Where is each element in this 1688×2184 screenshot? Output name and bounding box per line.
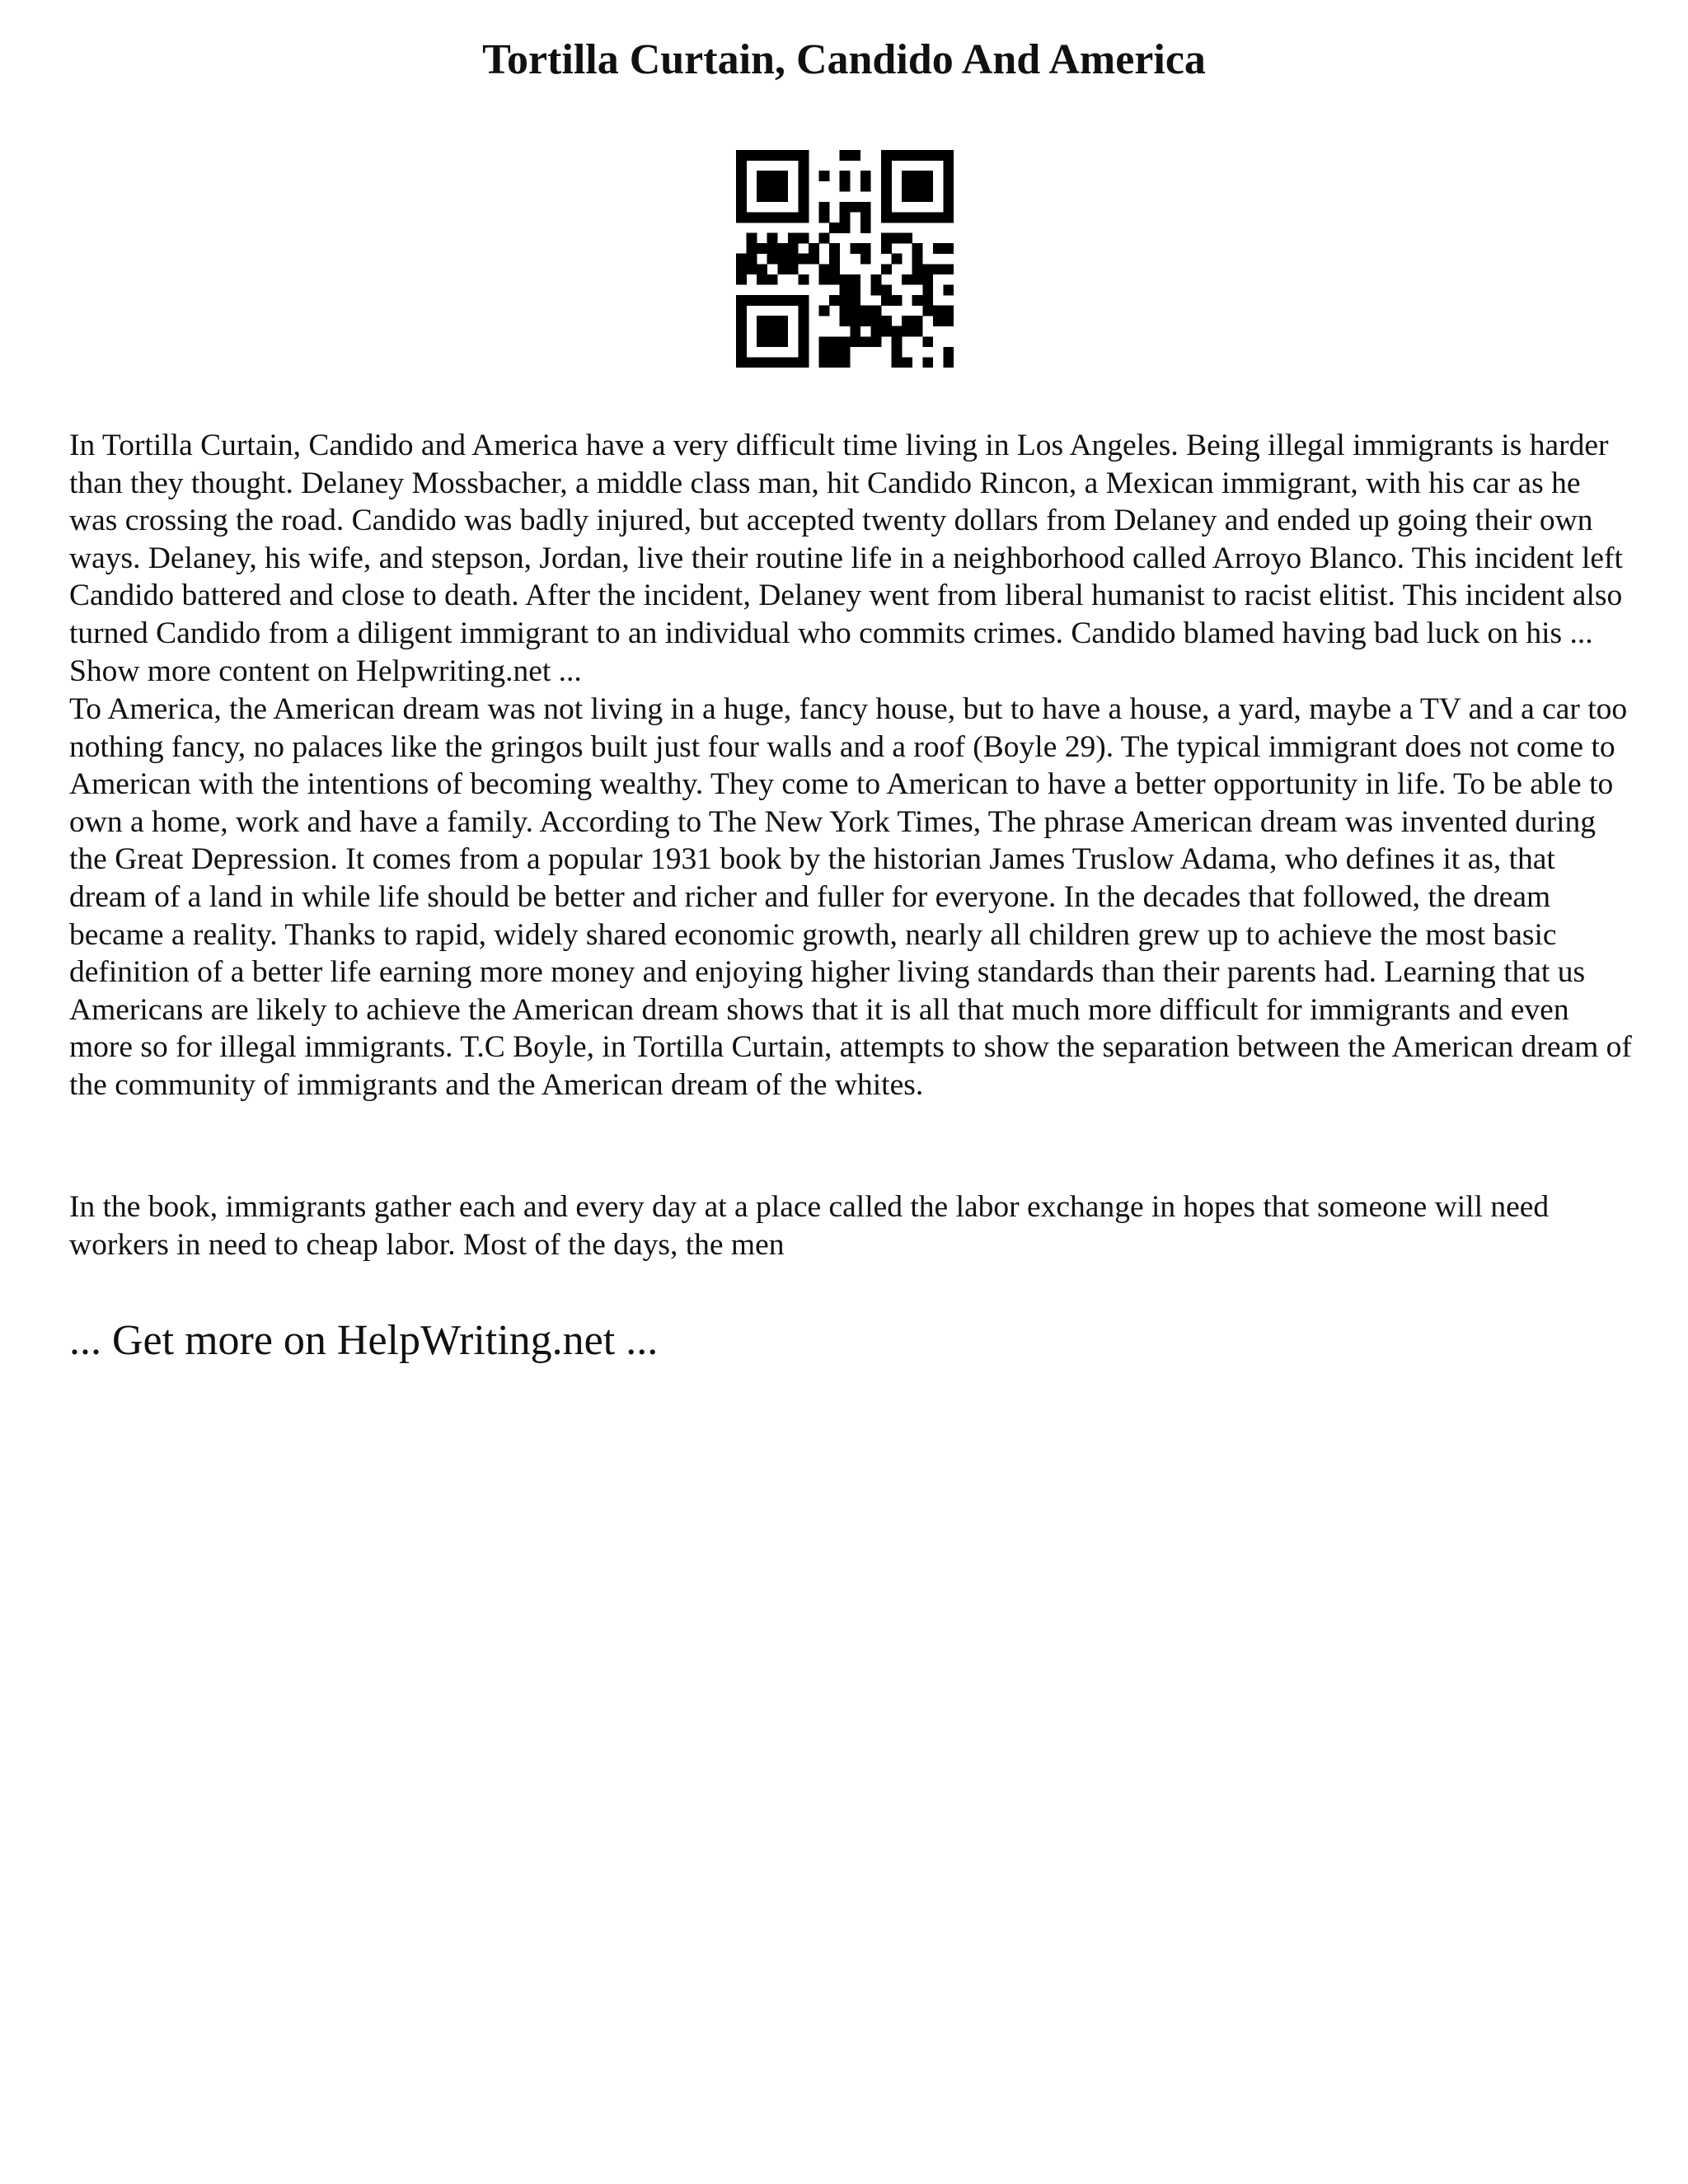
qr-code-icon	[736, 150, 954, 368]
get-more-link[interactable]: ... Get more on HelpWriting.net ...	[69, 1317, 659, 1364]
body-paragraph-1: In Tortilla Curtain, Candido and America have a very difficult time living in Los Angeles. Being illegal immigrants is harder than they thought. Delaney Mossbacher, a middle class man, hit Candido Rincon, a Mexican immigrant, with his car as he was crossing the road. Candido was badly injured, but accepted twenty dollars from Delaney and ended up going their own ways. Delaney, his wife, and stepson, Jordan, live their routine life in a neighborhood called Arroyo Blanco. This incident left Candido battered and close to death. After the incident, Delaney went from liberal humanist to racist elitist. This incident also turned Candido from a diligent immigrant to an individual who commits crimes. Candido blamed having bad luck on his ... Show more content on Helpwriting.net ...	[69, 429, 1623, 688]
page-title: Tortilla Curtain, Candido And America	[482, 36, 1206, 83]
body-paragraph-3: In the book, immigrants gather each and every day at a place called the labor exchange in hopes that someone will need workers in need to cheap labor. Most of the days, the men	[69, 1190, 1550, 1262]
body-paragraph-2: To America, the American dream was not living in a huge, fancy house, but to have a house, a yard, maybe a TV and a car too nothing fancy, no palaces like the gringos built just four walls and a roof (Boyle 29). The typical immigrant does not come to American with the intentions of becoming wealthy. They come to American to have a better opportunity in life. To be able to own a home, work and have a family. According to The New York Times, The phrase American dream was invented during the Great Depression. It comes from a popular 1931 book by the historian James Truslow Adama, who defines it as, that dream of a land in while life should be better and richer and fuller for everyone. In the decades that followed, the dream became a reality. Thanks to rapid, widely shared economic growth, nearly all children grew up to achieve the most basic definition of a better life earning more money and enjoying higher living standards than their parents had. Learning that us Americans are likely to achieve the American dream shows that it is all that much more difficult for immigrants and even more so for illegal immigrants. T.C Boyle, in Tortilla Curtain, attempts to show the separation between the American dream of the community of immigrants and the American dream of the whites.	[69, 692, 1632, 1102]
